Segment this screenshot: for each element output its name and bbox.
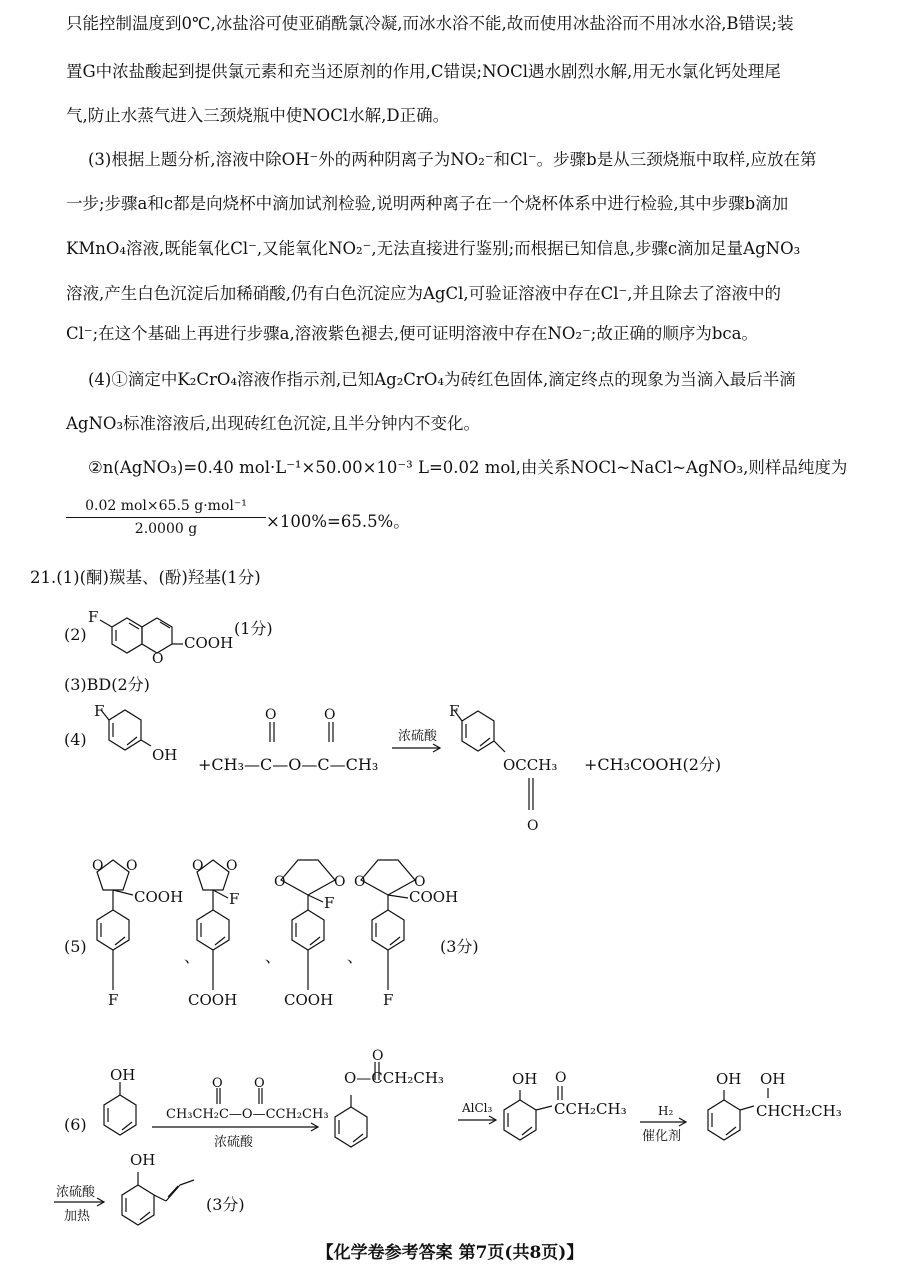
p4-product-fluoro: F bbox=[449, 702, 460, 720]
p6-ketone-group: CCH₂CH₃ bbox=[554, 1100, 627, 1118]
p6-alcohol-group: CHCH₂CH₃ bbox=[756, 1102, 842, 1120]
chromene-pyran-ring bbox=[142, 618, 172, 653]
text-line: KMnO₄溶液,既能氧化Cl⁻,又能氧化NO₂⁻,无法直接进行鉴别;而根据已知信息,步骤c滴加足量AgNO₃ bbox=[66, 239, 801, 258]
p6-condition-1: 浓硫酸 bbox=[214, 1135, 254, 1150]
p4-ester-o: O bbox=[527, 818, 539, 834]
text-line: ②n(AgNO₃)=0.40 mol·L⁻¹×50.00×10⁻³ L=0.02 mol,由关系NOCl~NaCl~AgNO₃,则样品纯度为 bbox=[88, 458, 848, 477]
p5-iso2-o1: O bbox=[192, 858, 204, 874]
p6-ketone-oh: OH bbox=[512, 1070, 538, 1088]
ring-oxygen-label: O bbox=[152, 651, 164, 667]
fraction-denominator: 2.0000 g bbox=[134, 521, 198, 537]
separator-comma: 、 bbox=[265, 947, 282, 966]
q21-part6-score: (3分) bbox=[206, 1195, 245, 1214]
p5-iso4-o1: O bbox=[354, 874, 366, 890]
p4-fluoro-label: F bbox=[94, 702, 105, 720]
fraction-result: ×100%=65.5%。 bbox=[266, 512, 410, 531]
p6-final-oh: OH bbox=[130, 1151, 156, 1169]
p5-iso2-o2: O bbox=[226, 858, 238, 874]
p5-iso4-cooh: COOH bbox=[409, 888, 459, 906]
phenol-ring bbox=[104, 1095, 136, 1135]
carboxyl-label: COOH bbox=[184, 634, 234, 652]
p5-iso1-f: F bbox=[108, 991, 119, 1009]
p4-hydroxyl-label: OH bbox=[152, 746, 178, 764]
p6-condition-2: AlCl₃ bbox=[462, 1101, 493, 1115]
p6-side-oh: OH bbox=[760, 1070, 786, 1088]
p5-iso3-o2: O bbox=[334, 874, 346, 890]
p6-ketone-o: O bbox=[555, 1070, 567, 1086]
p5-iso1-cooh: COOH bbox=[134, 888, 184, 906]
p5-iso4-f: F bbox=[383, 991, 394, 1009]
text-line: 气,防止水蒸气进入三颈烧瓶中使NOCl水解,D正确。 bbox=[66, 106, 450, 125]
q21-part5-label: (5) bbox=[64, 937, 87, 956]
p5-isomer-4 bbox=[361, 860, 415, 990]
p5-iso3-o1: O bbox=[274, 874, 286, 890]
q21-part3: (3)BD(2分) bbox=[64, 675, 150, 694]
p5-iso1-o1: O bbox=[92, 858, 104, 874]
page-footer: 【化学卷参考答案 第7页(共8页)】 bbox=[316, 1243, 584, 1263]
p6-anhydride: CH₃CH₂C—O—CCH₂CH₃ bbox=[166, 1107, 329, 1122]
p4-product-ring bbox=[462, 711, 494, 751]
p5-iso2-f: F bbox=[229, 890, 240, 908]
p5-isomer-1 bbox=[97, 860, 133, 990]
p5-isomer-2 bbox=[197, 860, 229, 990]
f-bond bbox=[100, 620, 112, 627]
p4-condition: 浓硫酸 bbox=[398, 729, 438, 744]
text-line: 一步;步骤a和c都是向烧杯中滴加试剂检验,说明两种离子在一个烧杯体系中进行检验,其中步骤b滴加 bbox=[66, 194, 789, 213]
p5-iso1-o2: O bbox=[126, 858, 138, 874]
p6-alcohol-ring bbox=[708, 1100, 740, 1140]
text-line: Cl⁻;在这个基础上再进行步骤a,溶液紫色褪去,便可证明溶液中存在NO₂⁻;故正确的顺序为bca。 bbox=[66, 324, 758, 343]
p6-condition-4-top: 浓硫酸 bbox=[56, 1185, 96, 1200]
q21-part5-score: (3分) bbox=[440, 937, 479, 956]
p6-condition-4-bottom: 加热 bbox=[64, 1209, 91, 1224]
text-line: (3)根据上题分析,溶液中除OH⁻外的两种阴离子为NO₂⁻和Cl⁻。步骤b是从三颈烧瓶中取样,应放在第 bbox=[88, 150, 817, 169]
p6-alkene-ring bbox=[122, 1185, 154, 1225]
p6-condition-3-top: H₂ bbox=[658, 1104, 674, 1118]
q21-part2-label: (2) bbox=[64, 625, 87, 644]
text-line: 置G中浓盐酸起到提供氯元素和充当还原剂的作用,C错误;NOCl遇水剧烈水解,用无水氯化钙处理尾 bbox=[66, 62, 781, 81]
text-line: (4)①滴定中K₂CrO₄溶液作指示剂,已知Ag₂CrO₄为砖红色固体,滴定终点的现象为当滴入最后半滴 bbox=[88, 370, 796, 389]
p5-isomer-3 bbox=[281, 860, 335, 990]
p5-iso4-o2: O bbox=[414, 874, 426, 890]
q21-part1: 21.(1)(酮)羰基、(酚)羟基(1分) bbox=[30, 568, 261, 587]
separator-comma: 、 bbox=[347, 947, 364, 966]
text-line: 溶液,产生白色沉淀后加稀硝酸,仍有白色沉淀应为AgCl,可验证溶液中存在Cl⁻,并且除去了溶液中的 bbox=[66, 284, 781, 303]
p4-carbonyl-o-1: O bbox=[265, 707, 277, 723]
p5-iso3-f: F bbox=[324, 894, 335, 912]
q21-part6-label: (6) bbox=[64, 1115, 87, 1134]
p6-condition-3-bottom: 催化剂 bbox=[642, 1129, 682, 1144]
p6-ketone-ring bbox=[504, 1100, 536, 1140]
p5-iso2-cooh: COOH bbox=[188, 991, 238, 1009]
text-line: AgNO₃标准溶液后,出现砖红色沉淀,且半分钟内不变化。 bbox=[66, 414, 481, 433]
fluoro-label: F bbox=[88, 608, 99, 626]
p4-byproduct: +CH₃COOH(2分) bbox=[584, 755, 722, 774]
separator-comma: 、 bbox=[184, 947, 201, 966]
p4-anhydride: +CH₃—C—O—C—CH₃ bbox=[198, 755, 379, 774]
p6-ester-group: O—CCH₂CH₃ bbox=[344, 1069, 444, 1087]
p6-anhydride-o1: O bbox=[212, 1076, 223, 1091]
p6-ester-o: O bbox=[372, 1048, 384, 1064]
p4-ester-group: OCCH₃ bbox=[503, 756, 558, 774]
q21-part4-label: (4) bbox=[64, 730, 87, 749]
p4-carbonyl-o-2: O bbox=[324, 707, 336, 723]
p6-phenol-oh: OH bbox=[110, 1066, 136, 1084]
p6-alcohol-oh: OH bbox=[716, 1070, 742, 1088]
p5-iso3-cooh: COOH bbox=[284, 991, 334, 1009]
fraction-numerator: 0.02 mol×65.5 g·mol⁻¹ bbox=[66, 498, 266, 518]
p4-reactant-ring bbox=[109, 710, 141, 750]
p6-anhydride-o2: O bbox=[254, 1076, 265, 1091]
q21-part2-score: (1分) bbox=[234, 619, 273, 638]
text-line: 只能控制温度到0℃,冰盐浴可使亚硝酰氯冷凝,而冰水浴不能,故而使用冰盐浴而不用冰水浴,B错误;装 bbox=[66, 14, 794, 33]
p6-ester-ring bbox=[335, 1107, 367, 1147]
